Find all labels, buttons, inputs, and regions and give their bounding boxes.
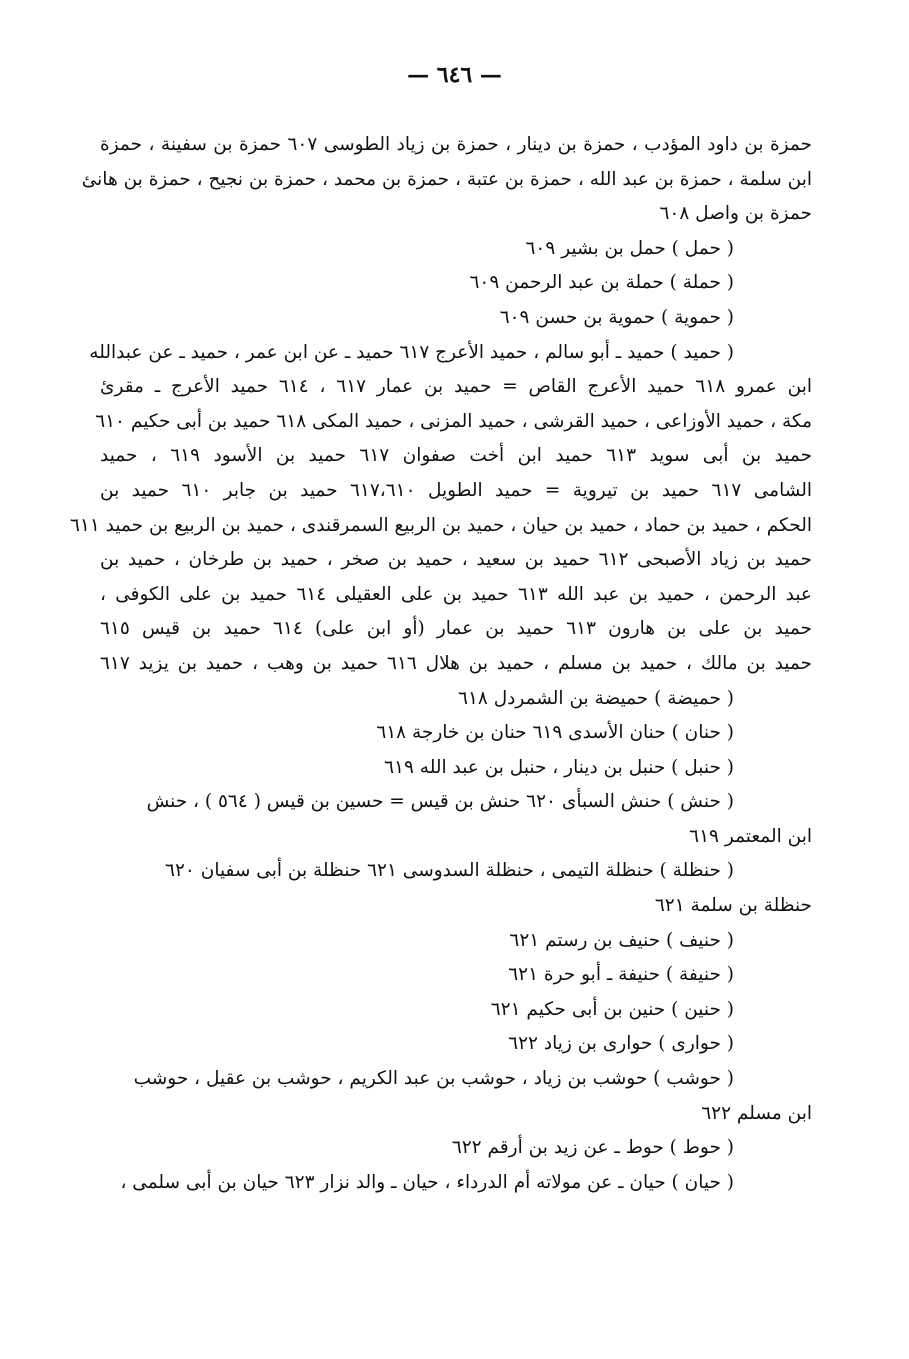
text-line: ابن سلمة ، حمزة بن عبد الله ، حمزة بن عتبة ، حمزة بن محمد ، حمزة بن نجيح ، حمزة بن هانئ (81, 168, 812, 190)
text-line: حميد بن أبى سويد ٦١٣ حميد ابن أخت صفوان ٦١٧ حميد بن الأسود ٦١٩ ، حميد (100, 445, 812, 467)
text-line: ( حوارى ) حوارى بن زياد ٦٢٢ (508, 1033, 734, 1055)
text-line: ( حمل ) حمل بن بشير ٦٠٩ (525, 237, 734, 259)
text-line: ( حميد ) حميد ـ أبو سالم ، حميد الأعرج ٦١٧ حميد ـ عن ابن عمر ، حميد ـ عن عبدالله (89, 341, 734, 363)
text-line: ( حوشب ) حوشب بن زياد ، حوشب بن عبد الكريم ، حوشب بن عقيل ، حوشب (133, 1068, 734, 1090)
text-line: الحكم ، حميد بن حماد ، حميد بن حيان ، حميد بن الربيع السمرقندى ، حميد بن الربيع بن حميد ٦١١ (69, 514, 812, 536)
text-line: ( حموية ) حموية بن حسن ٦٠٩ (499, 306, 734, 328)
text-line: حمزة بن واصل ٦٠٨ (659, 203, 812, 225)
text-line: عبد الرحمن ، حميد بن عبد الله ٦١٣ حميد بن على العقيلى ٦١٤ حميد بن على الكوفى ، (100, 583, 812, 605)
text-line: ابن عمرو ٦١٨ حميد الأعرج القاص = حميد بن عمار ٦١٧ ، ٦١٤ حميد الأعرج ـ مقرئ (100, 376, 813, 398)
text-line: حميد بن مالك ، حميد بن مسلم ، حميد بن هلال ٦١٦ حميد بن وهب ، حميد بن يزيد ٦١٧ (100, 652, 812, 674)
text-line: ( حميضة ) حميضة بن الشمردل ٦١٨ (458, 687, 734, 709)
text-line: ( حنيفة ) حنيفة ـ أبو حرة ٦٢١ (508, 964, 734, 986)
text-line: الشامى ٦١٧ حميد بن تيروية = حميد الطويل ٦١٧،٦١٠ حميد بن جابر ٦١٠ حميد بن (100, 479, 813, 501)
text-line: مكة ، حميد الأوزاعى ، حميد القرشى ، حميد المزنى ، حميد المكى ٦١٨ حميد بن أبى حكيم ٦١٠ (95, 410, 812, 432)
text-line: ( حنان ) حنان الأسدى ٦١٩ حنان بن خارجة ٦١٨ (376, 722, 734, 744)
text-line: ابن المعتمر ٦١٩ (689, 825, 812, 847)
text-line: ابن مسلم ٦٢٢ (701, 1102, 812, 1124)
text-line: حمزة بن داود المؤدب ، حمزة بن دينار ، حمزة بن زياد الطوسى ٦٠٧ حمزة بن سفينة ، حمزة (100, 134, 812, 155)
text-line: حميد بن على بن هارون ٦١٣ حميد بن عمار (أو ابن على) ٦١٤ حميد بن قيس ٦١٥ (100, 618, 812, 640)
text-line: حنظلة بن سلمة ٦٢١ (654, 895, 812, 917)
text-line: ( حنيف ) حنيف بن رستم ٦٢١ (509, 929, 734, 951)
text-line: ( حملة ) حملة بن عبد الرحمن ٦٠٩ (469, 272, 734, 294)
text-line: حميد بن زياد الأصبحى ٦١٢ حميد بن سعيد ، حميد بن صخر ، حميد بن طرخان ، حميد بن (100, 549, 812, 571)
text-line: ( حوط ) حوط ـ عن زيد بن أرقم ٦٢٢ (451, 1137, 734, 1159)
text-line: ( حنش ) حنش السبأى ٦٢٠ حنش بن قيس = حسين بن قيس ( ٥٦٤ ) ، حنش (146, 791, 734, 813)
page-number: — ٦٤٦ — (407, 62, 502, 88)
index-text-block (69, 128, 813, 1200)
text-line: ( حنين ) حنين بن أبى حكيم ٦٢١ (490, 998, 734, 1020)
text-line: ( حنبل ) حنبل بن دينار ، حنبل بن عبد الله ٦١٩ (384, 756, 734, 778)
text-line: ( حيان ) حيان ـ عن مولاته أم الدرداء ، حيان ـ والد نزار ٦٢٣ حيان بن أبى سلمى ، (120, 1171, 734, 1193)
text-line: ( حنظلة ) حنظلة التيمى ، حنظلة السدوسى ٦٢١ حنظلة بن أبى سفيان ٦٢٠ (165, 860, 734, 882)
